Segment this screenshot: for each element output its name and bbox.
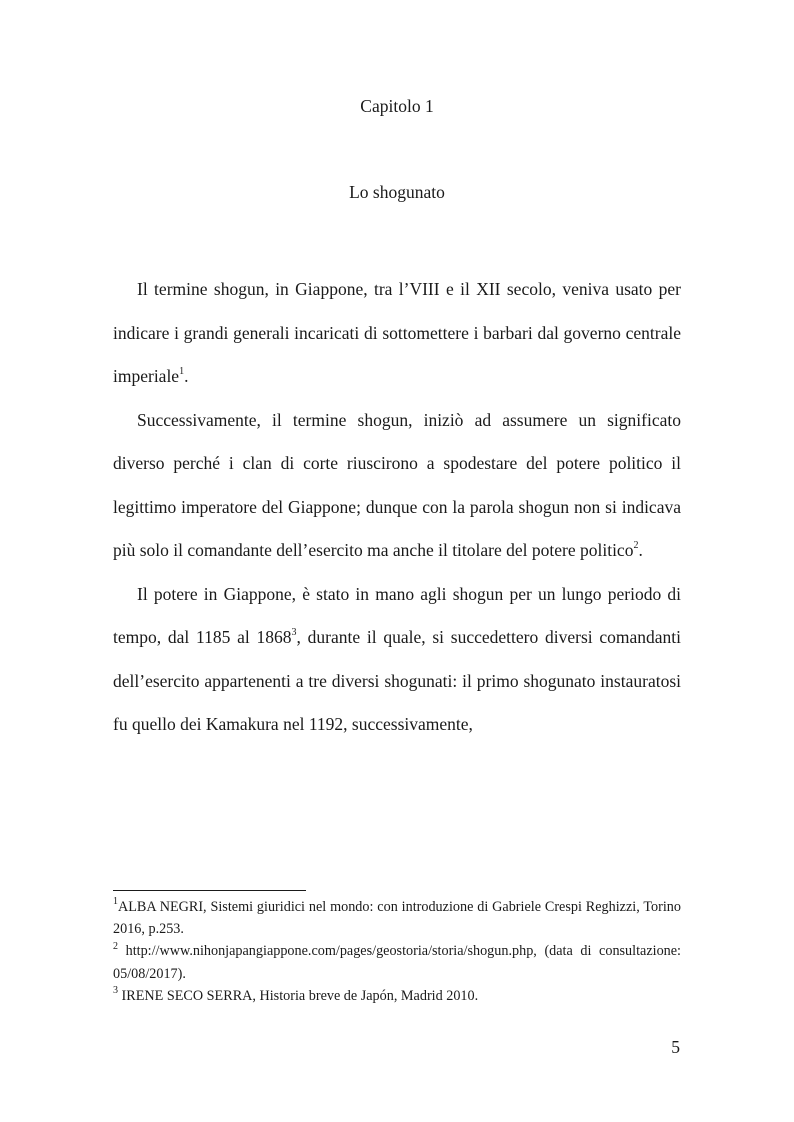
paragraph-2-end: . bbox=[638, 540, 643, 560]
footnote-2-text[interactable]: http://www.nihonjapangiappone.com/pages/geostoria/storia/shogun.php, (data di consultazione: 05/08/2017). bbox=[113, 943, 681, 982]
paragraph-3 bbox=[113, 573, 681, 747]
paragraph-3-text-after: , durante il quale, si succedettero diversi comandanti dell’esercito appartenenti a tre diversi shogunati: il primo shogunato instauratosi fu quello dei Kamakura nel 1192, successivamente, bbox=[113, 627, 682, 734]
footnote-ref-2[interactable]: 2 bbox=[633, 540, 639, 552]
footnote-ref-3[interactable]: 3 bbox=[291, 627, 297, 639]
paragraph-3-text-before: Il potere in Giappone, è stato in mano agli shogun per un lungo periodo di tempo, dal 1185 al 1868 bbox=[113, 583, 681, 647]
paragraph-2-text: Successivamente, il termine shogun, iniziò ad assumere un significato diverso perché i clan di corte riuscirono a spodestare del potere politico il legittimo imperatore del Giappone; dunque con la parola shogun non si indicava più solo il comandante dell’esercito ma anche il titolare del potere politico bbox=[113, 409, 681, 560]
footnote-3-text: IRENE SECO SERRA, Historia breve de Japón, Madrid 2010. bbox=[118, 987, 479, 1004]
body-text bbox=[113, 268, 681, 747]
footnote-2 bbox=[113, 940, 681, 984]
footnote-1 bbox=[113, 896, 681, 940]
chapter-label: Capitolo 1 bbox=[360, 96, 434, 116]
paragraph-1-end: . bbox=[184, 366, 189, 386]
footnote-1-number: 1 bbox=[113, 896, 118, 908]
footnote-separator bbox=[113, 890, 306, 891]
chapter-title: Lo shogunato bbox=[349, 182, 445, 202]
paragraph-1 bbox=[113, 268, 681, 399]
footnote-ref-1[interactable]: 1 bbox=[179, 366, 185, 378]
footnote-3 bbox=[113, 985, 681, 1007]
paragraph-2 bbox=[113, 399, 681, 573]
page-number: 5 bbox=[671, 1037, 680, 1057]
footnote-3-number: 3 bbox=[113, 985, 118, 997]
footnotes bbox=[113, 896, 681, 1007]
paragraph-1-text: Il termine shogun, in Giappone, tra l’VIII e il XII secolo, veniva usato per indicare i grandi generali incaricati di sottomettere i barbari dal governo centrale imperiale bbox=[113, 279, 681, 386]
footnote-1-text: ALBA NEGRI, Sistemi giuridici nel mondo: con introduzione di Gabriele Crespi Reghizzi, Torino 2016, p.253. bbox=[113, 899, 681, 938]
footnote-2-number: 2 bbox=[113, 940, 118, 952]
